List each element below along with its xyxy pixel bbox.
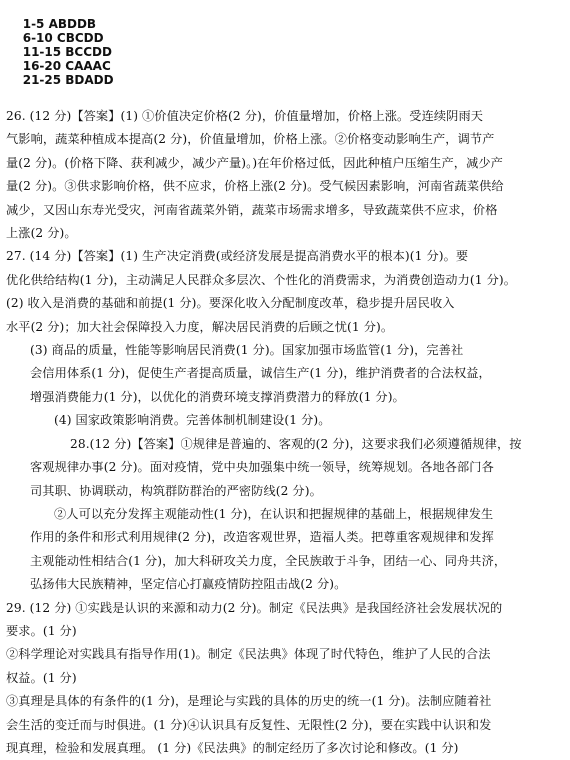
text-line: 会生活的变迁而与时俱进。(1 分)④认识具有反复性、无限性(2 分)，要在实践中认识和发 [6,717,492,732]
text-line: 作用的条件和形式利用规律(2 分)，改造客观世界，造福人类。把尊重客观规律和发挥 [30,530,494,545]
text-line: ③真理是具体的有条件的(1 分)，是理论与实践的具体的历史的统一(1 分)。法制应随着社 [6,694,492,709]
text-line: 量(2 分)。(价格下降、获利减少，减少产量)。)在年价格过低，因此种植户压缩生产，减少产 [6,155,503,170]
text-line: 29. (12 分) ①实践是认识的来源和动力(2 分)。制定《民法典》是我国经济社会发展状况的 [6,600,503,615]
text-line: 水平(2 分)；加大社会保障投入力度，解决居民消费的后顾之忧(1 分)。 [6,319,394,334]
text-line: 减少，又因山东寿光受灾，河南省蔬菜外销，蔬菜市场需求增多，导致蔬菜供不应求，价格 [6,202,498,217]
text-line: 26. (12 分)【答案】(1) ①价值决定价格(2 分)，价值量增加，价格上涨。受连续阴雨天 [6,109,484,123]
answer-key-group: 6-10 CBCDD [22,31,104,45]
text-line: 上涨(2 分)。 [6,226,77,241]
text-line: 要求。(1 分) [6,623,77,638]
answer-key-group: 16-20 CAAAC [22,59,111,73]
text-line: 量(2 分)。③供求影响价格，供不应求，价格上涨(2 分)。受气候因素影响，河南省蔬菜供给 [6,179,504,194]
text-line: 权益。(1 分) [6,670,77,685]
text-line: 28.(12 分)【答案】①规律是普遍的、客观的(2 分)，这要求我们必须遵循规律，按 [70,436,522,451]
text-line: 客观规律办事(2 分)。面对疫情，党中央加强集中统一领导，统筹规划。各地各部门各 [30,460,494,475]
answer-key-group: 21-25 BDADD [22,73,114,87]
text-line: 气影响，蔬菜种植成本提高(2 分)，价值量增加，价格上涨。②价格变动影响生产，调节产 [6,132,495,147]
text-line: 27. (14 分)【答案】(1) 生产决定消费(或经济发展是提高消费水平的根本)(1 分)。要 [6,249,469,264]
text-line: (4) 国家政策影响消费。完善体制机制建设(1 分)。 [54,413,331,428]
text-line: 主观能动性相结合(1 分)，加大科研攻关力度，全民族敢于斗争，团结一心、同舟共济， [30,553,507,568]
text-line: (2) 收入是消费的基础和前提(1 分)。要深化收入分配制度改革，稳步提升居民收入 [6,296,455,311]
answer-key-group: 1-5 ABDDB [22,17,97,31]
text-line: ②科学理论对实践具有指导作用(1)。制定《民法典》体现了时代特色，维护了人民的合法 [6,647,491,662]
text-line: ②人可以充分发挥主观能动性(1 分)，在认识和把握规律的基础上，根据规律发生 [54,506,494,521]
text-line: 增强消费能力(1 分)，以优化的消费环境支撑消费潜力的释放(1 分)。 [30,389,405,404]
answer-text-body [6,105,564,760]
text-line: 司其职、协调联动，构筑群防群治的严密防线(2 分)。 [30,483,322,498]
answer-key-group: 11-15 BCCDD [22,45,112,59]
text-line: 现真理，检验和发展真理。 (1 分)《民法典》的制定经历了多次讨论和修改。(1 分) [6,740,459,755]
text-line: 优化供给结构(1 分)，主动满足人民群众多层次、个性化的消费需求，为消费创造动力(1 分)。 [6,272,516,287]
text-line: 弘扬伟大民族精神，坚定信心打赢疫情防控阻击战(2 分)。 [30,577,347,592]
text-line: 会信用体系(1 分)，促使生产者提高质量，诚信生产(1 分)，维护消费者的合法权益， [30,366,491,381]
text-line: (3) 商品的质量，性能等影响居民消费(1 分)。国家加强市场监管(1 分)，完善社 [30,343,464,358]
multiple-choice-answer-row [6,3,564,101]
